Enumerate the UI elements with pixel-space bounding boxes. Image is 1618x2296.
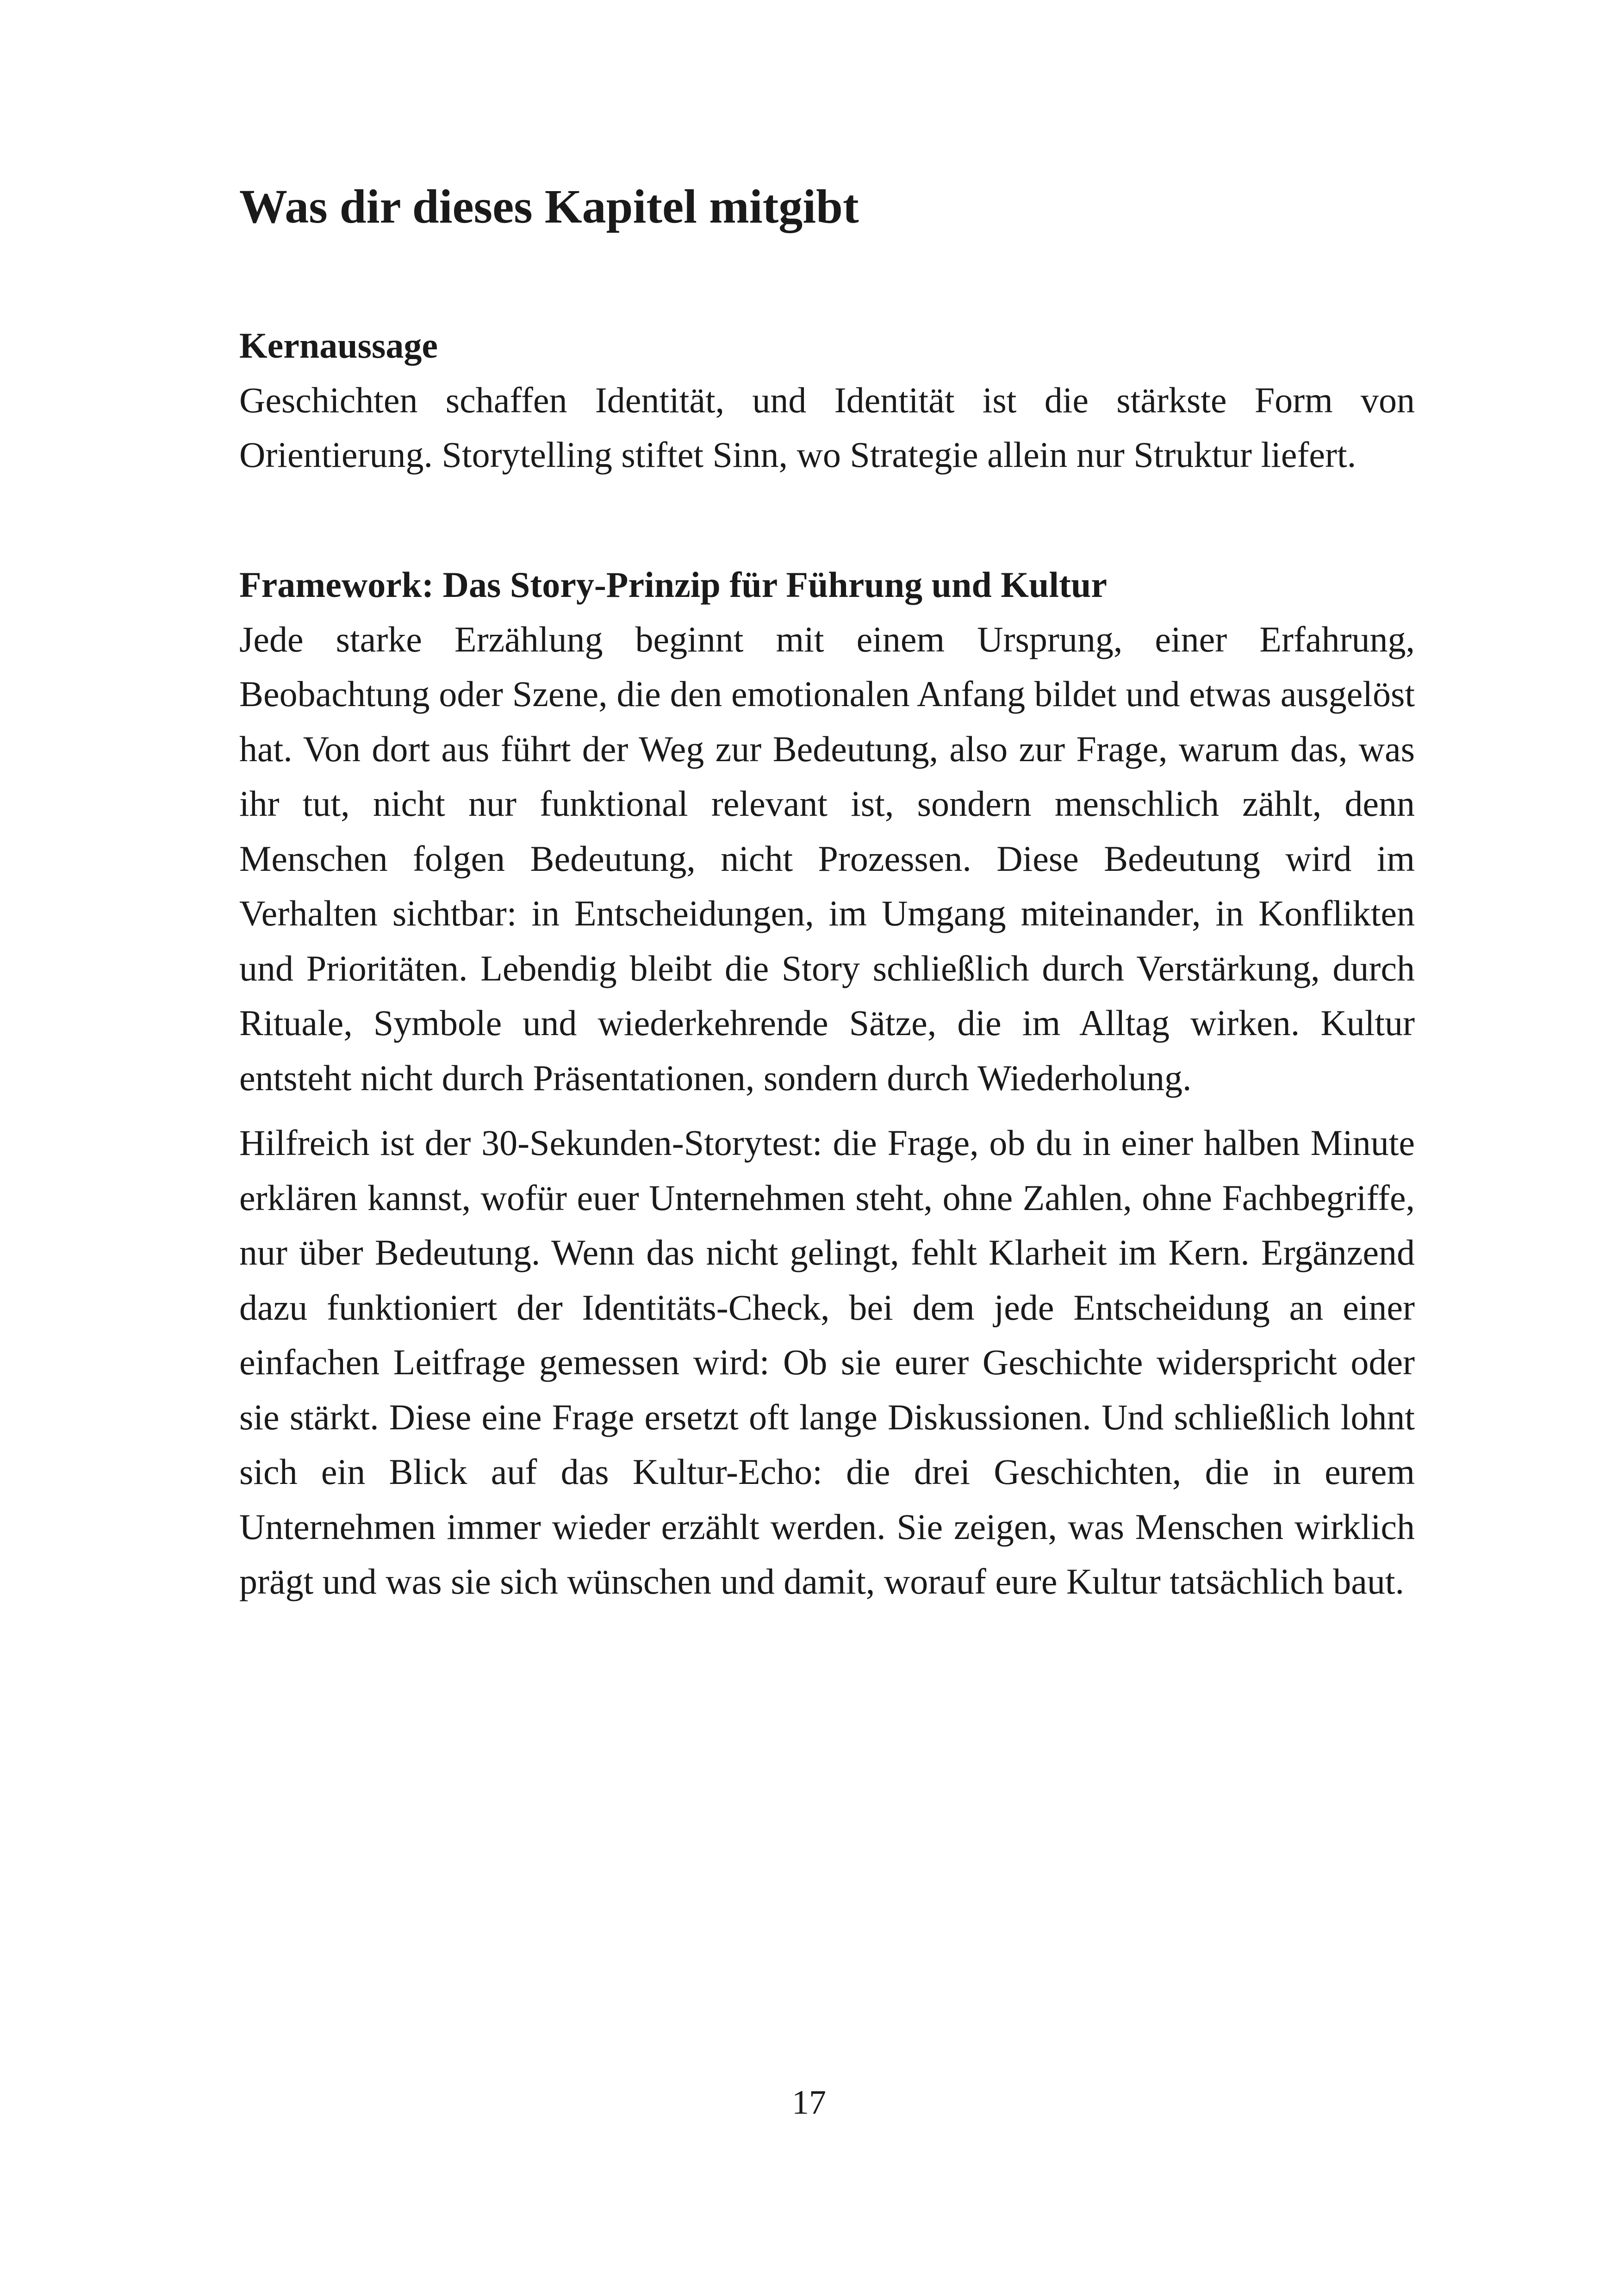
page-number: 17 (792, 2084, 826, 2122)
chapter-title: Was dir dieses Kapitel mitgibt (239, 180, 859, 233)
core-statement-heading: Kernaussage (239, 325, 438, 366)
framework-section (239, 558, 1415, 1609)
framework-heading: Framework: Das Story-Prinzip für Führung und Kultur (239, 564, 1107, 605)
framework-paragraph-story-principle: Jede starke Erzählung beginnt mit einem Ursprung, einer Erfahrung, Beobachtung oder Szene, die den emotionalen Anfang bildet und etwas ausgelöst hat. Von dort aus führt der Weg zur Bedeutung, also zur Frage, warum das, was ihr tut, nicht nur funktional relevant ist, sondern menschlich zählt, denn Menschen folgen Bedeutung, nicht Prozessen. Diese Bedeutung wird im Verhalten sichtbar: in Entscheidungen, im Umgang miteinander, in Konflikten und Prioritäten. Lebendig bleibt die Story schließlich durch Verstärkung, durch Rituale, Symbole und wiederkehrende Sätze, die im Alltag wirken. Kultur entsteht nicht durch Präsentationen, sondern durch Wiederholung. (239, 619, 1415, 1098)
page-content (239, 178, 1415, 1609)
framework-paragraph-storytest: Hilfreich ist der 30-Sekunden-Storytest: die Frage, ob du in einer halben Minute erklären kannst, wofür euer Unternehmen steht, ohne Zahlen, ohne Fachbegriffe, nur über Bedeutung. Wenn das nicht gelingt, fehlt Klarheit im Kern. Ergänzend dazu funktioniert der Identitäts-Check, bei dem jede Entscheidung an einer einfachen Leitfrage gemessen wird: Ob sie eurer Geschichte widerspricht oder sie stärkt. Diese eine Frage ersetzt oft lange Diskussionen. Und schließlich lohnt sich ein Blick auf das Kultur-Echo: die drei Geschichten, die in eurem Unternehmen immer wieder erzählt werden. Sie zeigen, was Menschen wirklich prägt und was sie sich wünschen und damit, worauf eure Kultur tatsächlich baut. (239, 1123, 1415, 1602)
core-statement-section (239, 318, 1415, 483)
core-statement-paragraph: Geschichten schaffen Identität, und Identität ist die stärkste Form von Orientierung. Storytelling stiftet Sinn, wo Strategie allein nur Struktur liefert. (239, 379, 1415, 475)
